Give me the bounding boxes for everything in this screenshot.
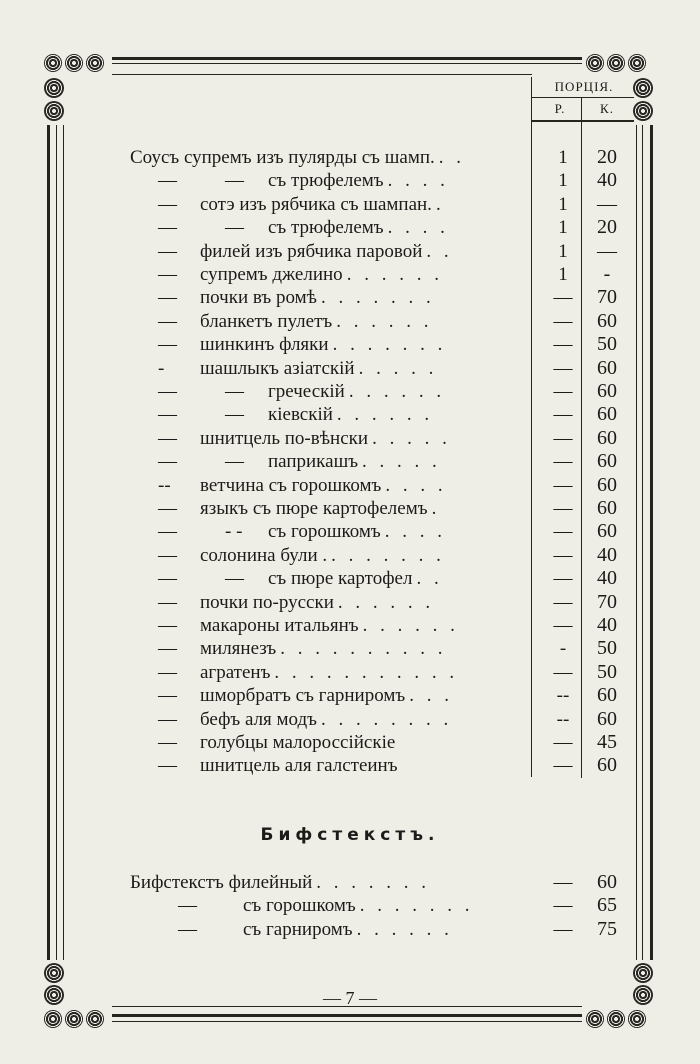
ditto-dash: — xyxy=(158,498,177,519)
ditto-dash: — xyxy=(225,381,244,402)
price-rubles: — xyxy=(553,357,573,379)
price-kopecks: 60 xyxy=(597,520,617,543)
dish-name-text: кіевскій xyxy=(268,404,333,426)
price-kopecks: 60 xyxy=(597,380,617,402)
frame-top-line-inner xyxy=(112,63,582,64)
price-kopecks: 70 xyxy=(597,590,617,613)
frame-top-line xyxy=(112,57,582,60)
price-kopecks: 70 xyxy=(597,286,617,309)
dish-name-text: съ гарниромъ xyxy=(243,918,353,940)
ditto-dash: — xyxy=(158,661,177,683)
leader-dots: . . . . . . xyxy=(336,404,434,426)
ditto-dash: - - xyxy=(225,521,243,543)
menu-item-row xyxy=(0,614,700,637)
menu-item-row xyxy=(0,403,700,426)
leader-dots: . . . . . xyxy=(362,451,441,473)
leader-dots: . . . . . . xyxy=(346,264,443,285)
ditto-dash: — xyxy=(158,264,177,285)
frame-top-line-2 xyxy=(112,74,532,75)
flower-ornament-icon xyxy=(65,54,83,72)
price-kopecks: 60 xyxy=(597,426,617,449)
price-rubles: -- xyxy=(556,708,570,730)
section-title: Бифстекстъ. xyxy=(260,825,440,845)
ditto-dash: — xyxy=(158,755,177,777)
leader-dots: . . . . . . . . . . xyxy=(280,638,447,660)
column-header-rule-bottom xyxy=(531,120,634,122)
flower-ornament-icon xyxy=(633,101,653,121)
dish-name xyxy=(268,403,433,426)
price-rubles: — xyxy=(553,521,573,543)
dish-name-text: ветчина съ горошкомъ xyxy=(200,474,382,496)
flower-ornament-icon xyxy=(86,54,104,72)
dish-name-text: голубцы малороссійскіе xyxy=(200,732,396,753)
price-rubles: -- xyxy=(556,685,570,707)
dish-name xyxy=(200,193,445,216)
flower-ornament-icon xyxy=(65,1010,83,1028)
price-rubles: 1 xyxy=(558,170,568,192)
frame-bottom-line xyxy=(112,1014,582,1017)
ditto-dash: — xyxy=(225,451,244,473)
ditto-dash: — xyxy=(158,568,177,590)
leader-dots: . . . . . xyxy=(372,427,451,449)
price-rubles: — xyxy=(553,287,573,309)
price-rubles: 1 xyxy=(558,147,568,168)
menu-item-row xyxy=(0,567,700,590)
price-kopecks: 50 xyxy=(597,333,617,356)
dish-name xyxy=(130,146,465,169)
ditto-dash: — xyxy=(158,334,177,356)
kop-header: К. xyxy=(600,101,614,116)
menu-item-row xyxy=(0,754,700,777)
dish-name-text: супремъ джелино xyxy=(200,264,343,285)
leader-dots: . . . . xyxy=(387,170,449,192)
price-kopecks: 75 xyxy=(597,917,617,940)
dish-name xyxy=(130,871,430,894)
price-kopecks: 60 xyxy=(597,450,617,473)
dish-name xyxy=(200,263,443,286)
menu-item-row xyxy=(0,894,700,917)
menu-item-row xyxy=(0,380,700,403)
dish-name-text: почки въ ромѣ xyxy=(200,287,317,309)
menu-item-row xyxy=(0,146,700,169)
dish-name xyxy=(200,357,437,380)
dish-name xyxy=(200,614,459,637)
price-kopecks: 60 xyxy=(597,871,617,893)
dish-name xyxy=(268,567,443,590)
menu-item-row xyxy=(0,240,700,263)
leader-dots: . . . . . . xyxy=(356,918,453,940)
leader-dots: . . xyxy=(426,240,453,262)
dish-name xyxy=(200,474,447,497)
price-rubles: — xyxy=(553,498,573,519)
price-rubles: — xyxy=(553,310,573,332)
price-kopecks: 60 xyxy=(597,473,617,496)
menu-item-row xyxy=(0,474,700,497)
corner-ornament-top-left xyxy=(44,52,104,74)
leader-dots: . . . . . . xyxy=(336,310,433,332)
price-kopecks: 60 xyxy=(597,403,617,426)
price-kopecks: 60 xyxy=(597,309,617,332)
menu-item-row xyxy=(0,216,700,239)
leader-dots: . . . . . . . . . . . xyxy=(274,661,459,683)
dish-name xyxy=(200,310,432,333)
flower-ornament-icon xyxy=(633,78,653,98)
menu-item-row xyxy=(0,918,700,941)
dish-name-text: макароны итальянъ xyxy=(200,615,359,636)
ditto-dash: — xyxy=(225,568,244,590)
dish-name xyxy=(200,708,452,731)
leader-dots: . . . . . . . xyxy=(316,872,431,893)
price-kopecks: — xyxy=(597,239,617,262)
ditto-dash: — xyxy=(158,591,177,613)
dish-name-text: съ горошкомъ xyxy=(243,895,356,917)
menu-item-row xyxy=(0,169,700,192)
leader-dots: . . . . xyxy=(385,474,447,496)
price-rubles: — xyxy=(553,451,573,473)
price-kopecks: 60 xyxy=(597,684,617,707)
menu-item-row xyxy=(0,286,700,309)
flower-ornament-icon xyxy=(44,1010,62,1028)
price-kopecks: 40 xyxy=(597,169,617,192)
price-kopecks: 50 xyxy=(597,660,617,683)
ditto-dash: — xyxy=(158,615,177,636)
dish-name xyxy=(200,637,447,660)
price-kopecks: 45 xyxy=(597,731,617,753)
price-rubles: — xyxy=(553,615,573,636)
price-rubles: — xyxy=(553,427,573,449)
price-rubles: — xyxy=(553,918,573,940)
ditto-dash: — xyxy=(225,217,244,239)
price-kopecks: 40 xyxy=(597,567,617,590)
ditto-dash: — xyxy=(158,638,177,660)
price-kopecks: 60 xyxy=(597,754,617,777)
dish-name-text: съ трюфелемъ xyxy=(268,170,384,192)
price-kopecks: 50 xyxy=(597,637,617,660)
leader-dots: . . . . xyxy=(384,521,446,543)
dish-name-text: шнитцель аля галстеинъ xyxy=(200,755,398,777)
dish-name-text: филей изъ рябчика паровой xyxy=(200,240,423,262)
price-rubles: 1 xyxy=(558,240,568,262)
ditto-dash: — xyxy=(158,521,177,543)
dish-name-text: паприкашъ xyxy=(268,451,359,473)
price-kopecks: 65 xyxy=(597,894,617,917)
dish-name-text: шашлыкъ азіатскій xyxy=(200,357,355,379)
dish-name xyxy=(200,684,453,707)
price-rubles: — xyxy=(553,544,573,566)
menu-item-row xyxy=(0,871,700,894)
price-rubles: 1 xyxy=(558,264,568,285)
dish-name xyxy=(200,240,453,263)
dish-name xyxy=(268,216,449,239)
dish-name-text: Соусъ супремъ изъ пулярды съ шамп. xyxy=(130,147,435,168)
dish-name-text: милянезъ xyxy=(200,638,277,660)
dish-name xyxy=(268,450,441,473)
ditto-dash: — xyxy=(158,193,177,215)
ditto-dash: — xyxy=(158,732,177,753)
price-rubles: — xyxy=(553,568,573,590)
ditto-dash: — xyxy=(158,240,177,262)
ditto-dash: — xyxy=(225,404,244,426)
dish-name-text: солонина були . xyxy=(200,544,328,566)
dish-name-text: шинкинъ фляки xyxy=(200,334,329,356)
flower-ornament-icon xyxy=(628,1010,646,1028)
dish-name xyxy=(243,918,453,941)
ditto-dash: — xyxy=(178,918,197,940)
menu-item-row xyxy=(0,708,700,731)
menu-item-row xyxy=(0,450,700,473)
ditto-dash: — xyxy=(158,404,177,426)
flower-ornament-icon xyxy=(586,1010,604,1028)
frame-bottom-line-inner xyxy=(112,1021,582,1022)
price-kopecks: 40 xyxy=(597,543,617,566)
dish-name-text: шморбратъ съ гарниромъ xyxy=(200,685,406,707)
price-rubles: — xyxy=(553,895,573,917)
ditto-dash: — xyxy=(158,217,177,239)
leader-dots: . . . . . . . xyxy=(332,334,447,356)
ditto-dash: — xyxy=(158,310,177,332)
dish-name-text: Бифстекстъ филейный xyxy=(130,872,313,893)
menu-item-row xyxy=(0,544,700,567)
leader-dots: . . . . . . xyxy=(348,381,446,402)
corner-ornament-bottom-right xyxy=(586,1008,646,1030)
price-rubles: — xyxy=(553,661,573,683)
ditto-dash: — xyxy=(158,708,177,730)
dish-name xyxy=(243,894,473,917)
menu-item-row xyxy=(0,520,700,543)
leader-dots: . . . . xyxy=(387,217,449,239)
dish-name xyxy=(200,591,434,614)
price-rubles: — xyxy=(553,872,573,893)
price-kopecks: 20 xyxy=(597,146,617,168)
ditto-dash: — xyxy=(158,170,177,192)
dish-name-text: греческій xyxy=(268,381,345,402)
menu-item-row xyxy=(0,591,700,614)
ditto-dash: — xyxy=(158,685,177,707)
menu-item-row xyxy=(0,333,700,356)
leader-dots: . . xyxy=(438,147,466,168)
ditto-dash: — xyxy=(158,544,177,566)
dish-name-text: почки по-русски xyxy=(200,591,334,613)
dish-name-text: съ трюфелемъ xyxy=(268,217,384,239)
flower-ornament-icon xyxy=(86,1010,104,1028)
corner-ornament-bottom-left xyxy=(44,1008,104,1030)
dish-name-text: языкъ съ пюре картофелемъ xyxy=(200,498,428,519)
leader-dots: . . . . . xyxy=(358,357,438,379)
leader-dots: . . . . . . . xyxy=(331,544,445,566)
ditto-dash: — xyxy=(178,895,197,917)
column-header-rule xyxy=(531,97,634,98)
flower-ornament-icon xyxy=(628,54,646,72)
dish-name-text: бланкетъ пулетъ xyxy=(200,310,333,332)
portion-header: ПОРЦІЯ. xyxy=(554,79,614,94)
flower-ornament-icon xyxy=(586,54,604,72)
menu-item-row xyxy=(0,263,700,286)
menu-item-row xyxy=(0,731,700,754)
flower-ornament-icon xyxy=(44,101,64,121)
flower-ornament-icon xyxy=(607,54,625,72)
dish-name-text: агратенъ xyxy=(200,661,271,683)
dish-name xyxy=(268,380,445,403)
ditto-dash: -- xyxy=(158,474,171,496)
flower-ornament-icon xyxy=(607,1010,625,1028)
ditto-dash: — xyxy=(158,287,177,309)
corner-ornament-top-right xyxy=(586,52,646,74)
dish-name xyxy=(200,661,458,684)
leader-dots: . . . . . . xyxy=(362,615,459,636)
flower-ornament-icon xyxy=(633,963,653,983)
leader-dots: . xyxy=(435,193,445,215)
dish-name-text: бефъ аля модъ xyxy=(200,708,318,730)
leader-dots: . . xyxy=(416,568,443,590)
menu-item-row xyxy=(0,684,700,707)
ditto-dash: — xyxy=(158,451,177,473)
dish-name-text: съ пюре картофел xyxy=(268,568,413,590)
dish-name xyxy=(200,731,395,754)
menu-item-row xyxy=(0,497,700,520)
leader-dots: . . . . . . xyxy=(337,591,435,613)
ditto-dash: — xyxy=(158,381,177,402)
flower-ornament-icon xyxy=(44,78,64,98)
price-rubles: — xyxy=(553,334,573,356)
price-kopecks: 60 xyxy=(597,707,617,730)
price-rubles: - xyxy=(559,638,567,660)
dish-name-text: съ горошкомъ xyxy=(268,521,381,543)
rub-header: Р. xyxy=(554,101,566,116)
dish-name xyxy=(268,520,446,543)
dish-name xyxy=(200,544,445,567)
menu-item-row xyxy=(0,661,700,684)
price-kopecks: 20 xyxy=(597,216,617,239)
ditto-dash: - xyxy=(158,357,165,379)
leader-dots: . . . . . . . xyxy=(359,895,474,917)
dish-name xyxy=(200,333,446,356)
menu-item-row xyxy=(0,357,700,380)
menu-item-row xyxy=(0,193,700,216)
menu-item-row xyxy=(0,427,700,450)
price-kopecks: 40 xyxy=(597,614,617,636)
dish-name xyxy=(200,427,451,450)
price-rubles: — xyxy=(553,755,573,777)
dish-name-text: шнитцель по-вѣнски xyxy=(200,427,369,449)
dish-name-text: сотэ изъ рябчика съ шампан. xyxy=(200,193,432,215)
price-rubles: 1 xyxy=(558,193,568,215)
price-rubles: — xyxy=(553,474,573,496)
flower-ornament-icon xyxy=(44,963,64,983)
price-rubles: — xyxy=(553,591,573,613)
dish-name xyxy=(200,286,435,309)
price-rubles: — xyxy=(553,732,573,753)
price-rubles: 1 xyxy=(558,217,568,239)
price-rubles: — xyxy=(553,404,573,426)
leader-dots: . xyxy=(431,498,441,519)
leader-dots: . . . . . . . xyxy=(320,287,435,309)
leader-dots: . . . . . . . . xyxy=(321,708,453,730)
dish-name xyxy=(200,754,398,777)
dish-name xyxy=(200,497,440,520)
leader-dots: . . . xyxy=(409,685,453,707)
price-kopecks: - xyxy=(603,263,611,285)
price-kopecks: — xyxy=(597,192,617,215)
ditto-dash: — xyxy=(225,170,244,192)
page-number: — 7 — xyxy=(323,988,377,1008)
menu-item-row xyxy=(0,637,700,660)
price-kopecks: 60 xyxy=(597,356,617,379)
ditto-dash: — xyxy=(158,427,177,449)
menu-item-row xyxy=(0,310,700,333)
flower-ornament-icon xyxy=(44,54,62,72)
price-kopecks: 60 xyxy=(597,497,617,519)
price-rubles: — xyxy=(553,381,573,402)
dish-name xyxy=(268,169,449,192)
